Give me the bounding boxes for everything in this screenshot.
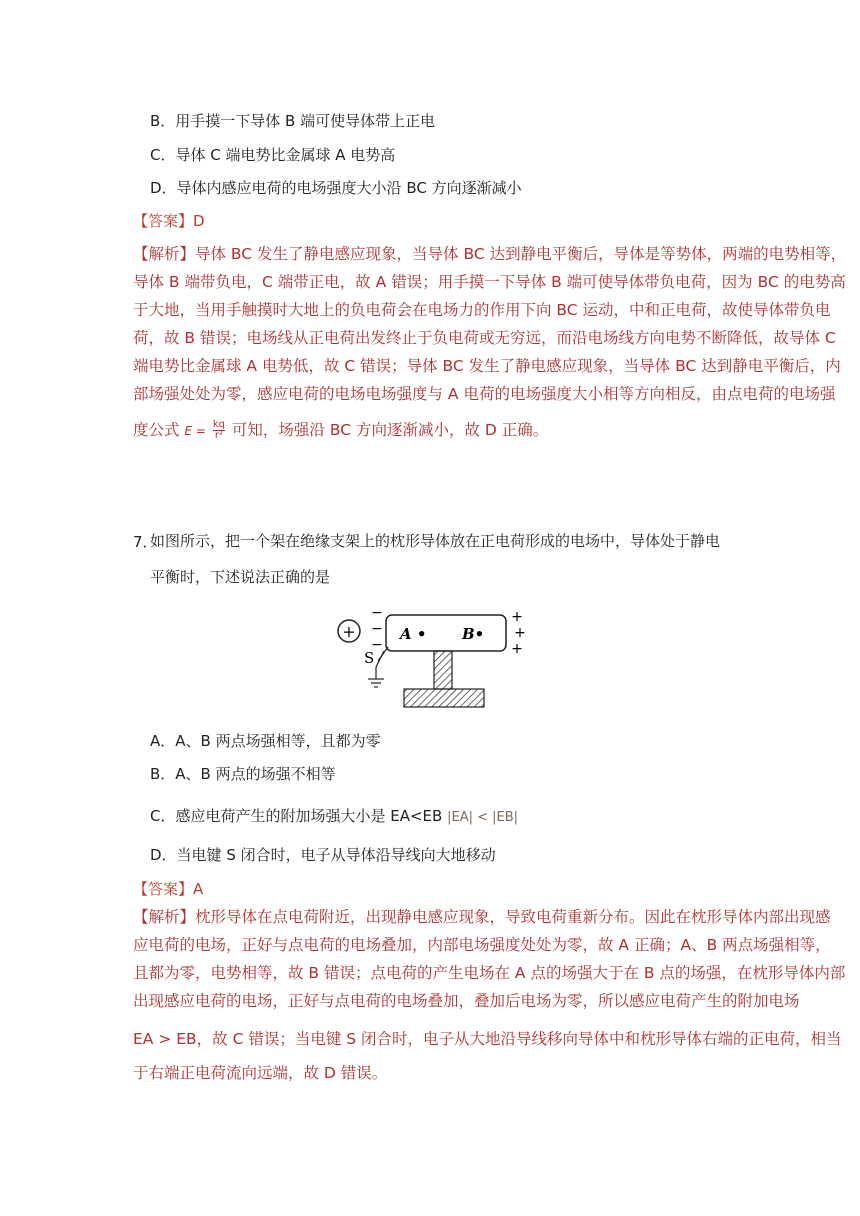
formula-prefix: 度公式 (133, 421, 180, 439)
explanation-line: 于右端正电荷流向远端，故 D 错误。 (133, 1064, 388, 1082)
explanation-line: 【解析】导体 BC 发生了静电感应现象，当导体 BC 达到静电平衡后，导体是等势体，两端的电势相等， (133, 245, 847, 263)
formula-suffix: 可知，场强沿 BC 方向逐渐减小，故 D 正确。 (231, 421, 549, 439)
formula-denominator: r² (214, 430, 223, 441)
explanation-line: 荷，故 B 错误；电场线从正电荷出发终止于负电荷或无穷远，而沿电场线方向电势不断降低，故导体 C (133, 329, 836, 347)
q7-option-c-formula-image: |EA| < |EB| (447, 810, 519, 825)
minus-sign: − (371, 621, 383, 637)
option-d: D．导体内感应电荷的电场强度大小沿 BC 方向逐渐减小 (150, 179, 522, 197)
plus-sign: + (514, 625, 526, 641)
q7-option-c-text: C．感应电荷产生的附加场强大小是 EA<EB (150, 807, 443, 825)
point-charge-sign: + (342, 622, 356, 641)
formula-line (133, 416, 838, 445)
option-c: C．导体 C 端电势比金属球 A 电势高 (150, 146, 396, 164)
plus-sign: + (511, 609, 523, 625)
q7-option-a: A．A、B 两点场强相等，且都为零 (150, 732, 381, 750)
switch-label: S (364, 649, 375, 667)
minus-sign: − (371, 637, 383, 653)
explanation-line: 导体 B 端带负电，C 端带正电，故 A 错误；用手摸一下导体 B 端可使导体带负电荷，因为 BC 的电势高 (133, 273, 846, 291)
pillow-conductor-figure (330, 603, 540, 713)
explanation-line: 出现感应电荷的电场，正好与点电荷的电场叠加，叠加后电场为零，所以感应电荷产生的附加电场 (133, 992, 800, 1010)
answer-label: 【答案】D (133, 212, 205, 230)
insulating-stand-post (434, 651, 452, 689)
point-a-label: A • (400, 625, 427, 643)
formula-fraction (213, 420, 225, 441)
question-number: 7． (133, 533, 158, 551)
question-stem-line1: 如图所示，把一个架在绝缘支架上的枕形导体放在正电荷形成的电场中，导体处于静电 (150, 532, 721, 550)
plus-sign: + (511, 641, 523, 657)
option-b: B．用手摸一下导体 B 端可使导体带上正电 (150, 112, 436, 130)
explanation-line: 端电势比金属球 A 电势低，故 C 错误；导体 BC 发生了静电感应现象，当导体 BC 达到静电平衡后，内 (133, 357, 841, 375)
formula-e: E = (184, 424, 206, 438)
explanation-line: 部场强处处为零，感应电荷的电场电场强度与 A 电荷的电场强度大小相等方向相反，由点电荷的电场强 (133, 385, 836, 403)
explanation-line: EA > EB，故 C 错误；当电键 S 闭合时，电子从大地沿导线移向导体中和枕形导体右端的正电荷，相当 (133, 1030, 842, 1048)
insulating-stand-base (404, 689, 484, 707)
point-b-label: B• (462, 625, 485, 643)
q7-option-c (150, 806, 518, 828)
q7-explanation-block (133, 903, 846, 1087)
explanation-line: 且都为零，电势相等，故 B 错误；点电荷的产生电场在 A 点的场强大于在 B 点的场强，在枕形导体内部 (133, 964, 846, 982)
question-stem-line2: 平衡时，下述说法正确的是 (150, 568, 331, 586)
q7-answer-label: 【答案】A (133, 880, 204, 898)
switch-blade (376, 651, 384, 667)
q7-option-d: D．当电键 S 闭合时，电子从导体沿导线向大地移动 (150, 846, 496, 864)
explanation-block (133, 240, 847, 445)
explanation-line: 于大地，当用手触摸时大地上的负电荷会在电场力的作用下向 BC 运动，中和正电荷，故使导体带负电 (133, 301, 831, 319)
formula-numerator: kq (212, 419, 225, 430)
explanation-line: 【解析】枕形导体在点电荷附近，出现静电感应现象，导致电荷重新分布。因此在枕形导体内部出现感 (133, 908, 831, 926)
minus-sign: − (371, 605, 383, 621)
q7-option-b: B．A、B 两点的场强不相等 (150, 765, 336, 783)
explanation-line: 应电荷的电场，正好与点电荷的电场叠加，内部电场强度处处为零，故 A 正确；A、B 两点场强相等， (133, 936, 831, 954)
